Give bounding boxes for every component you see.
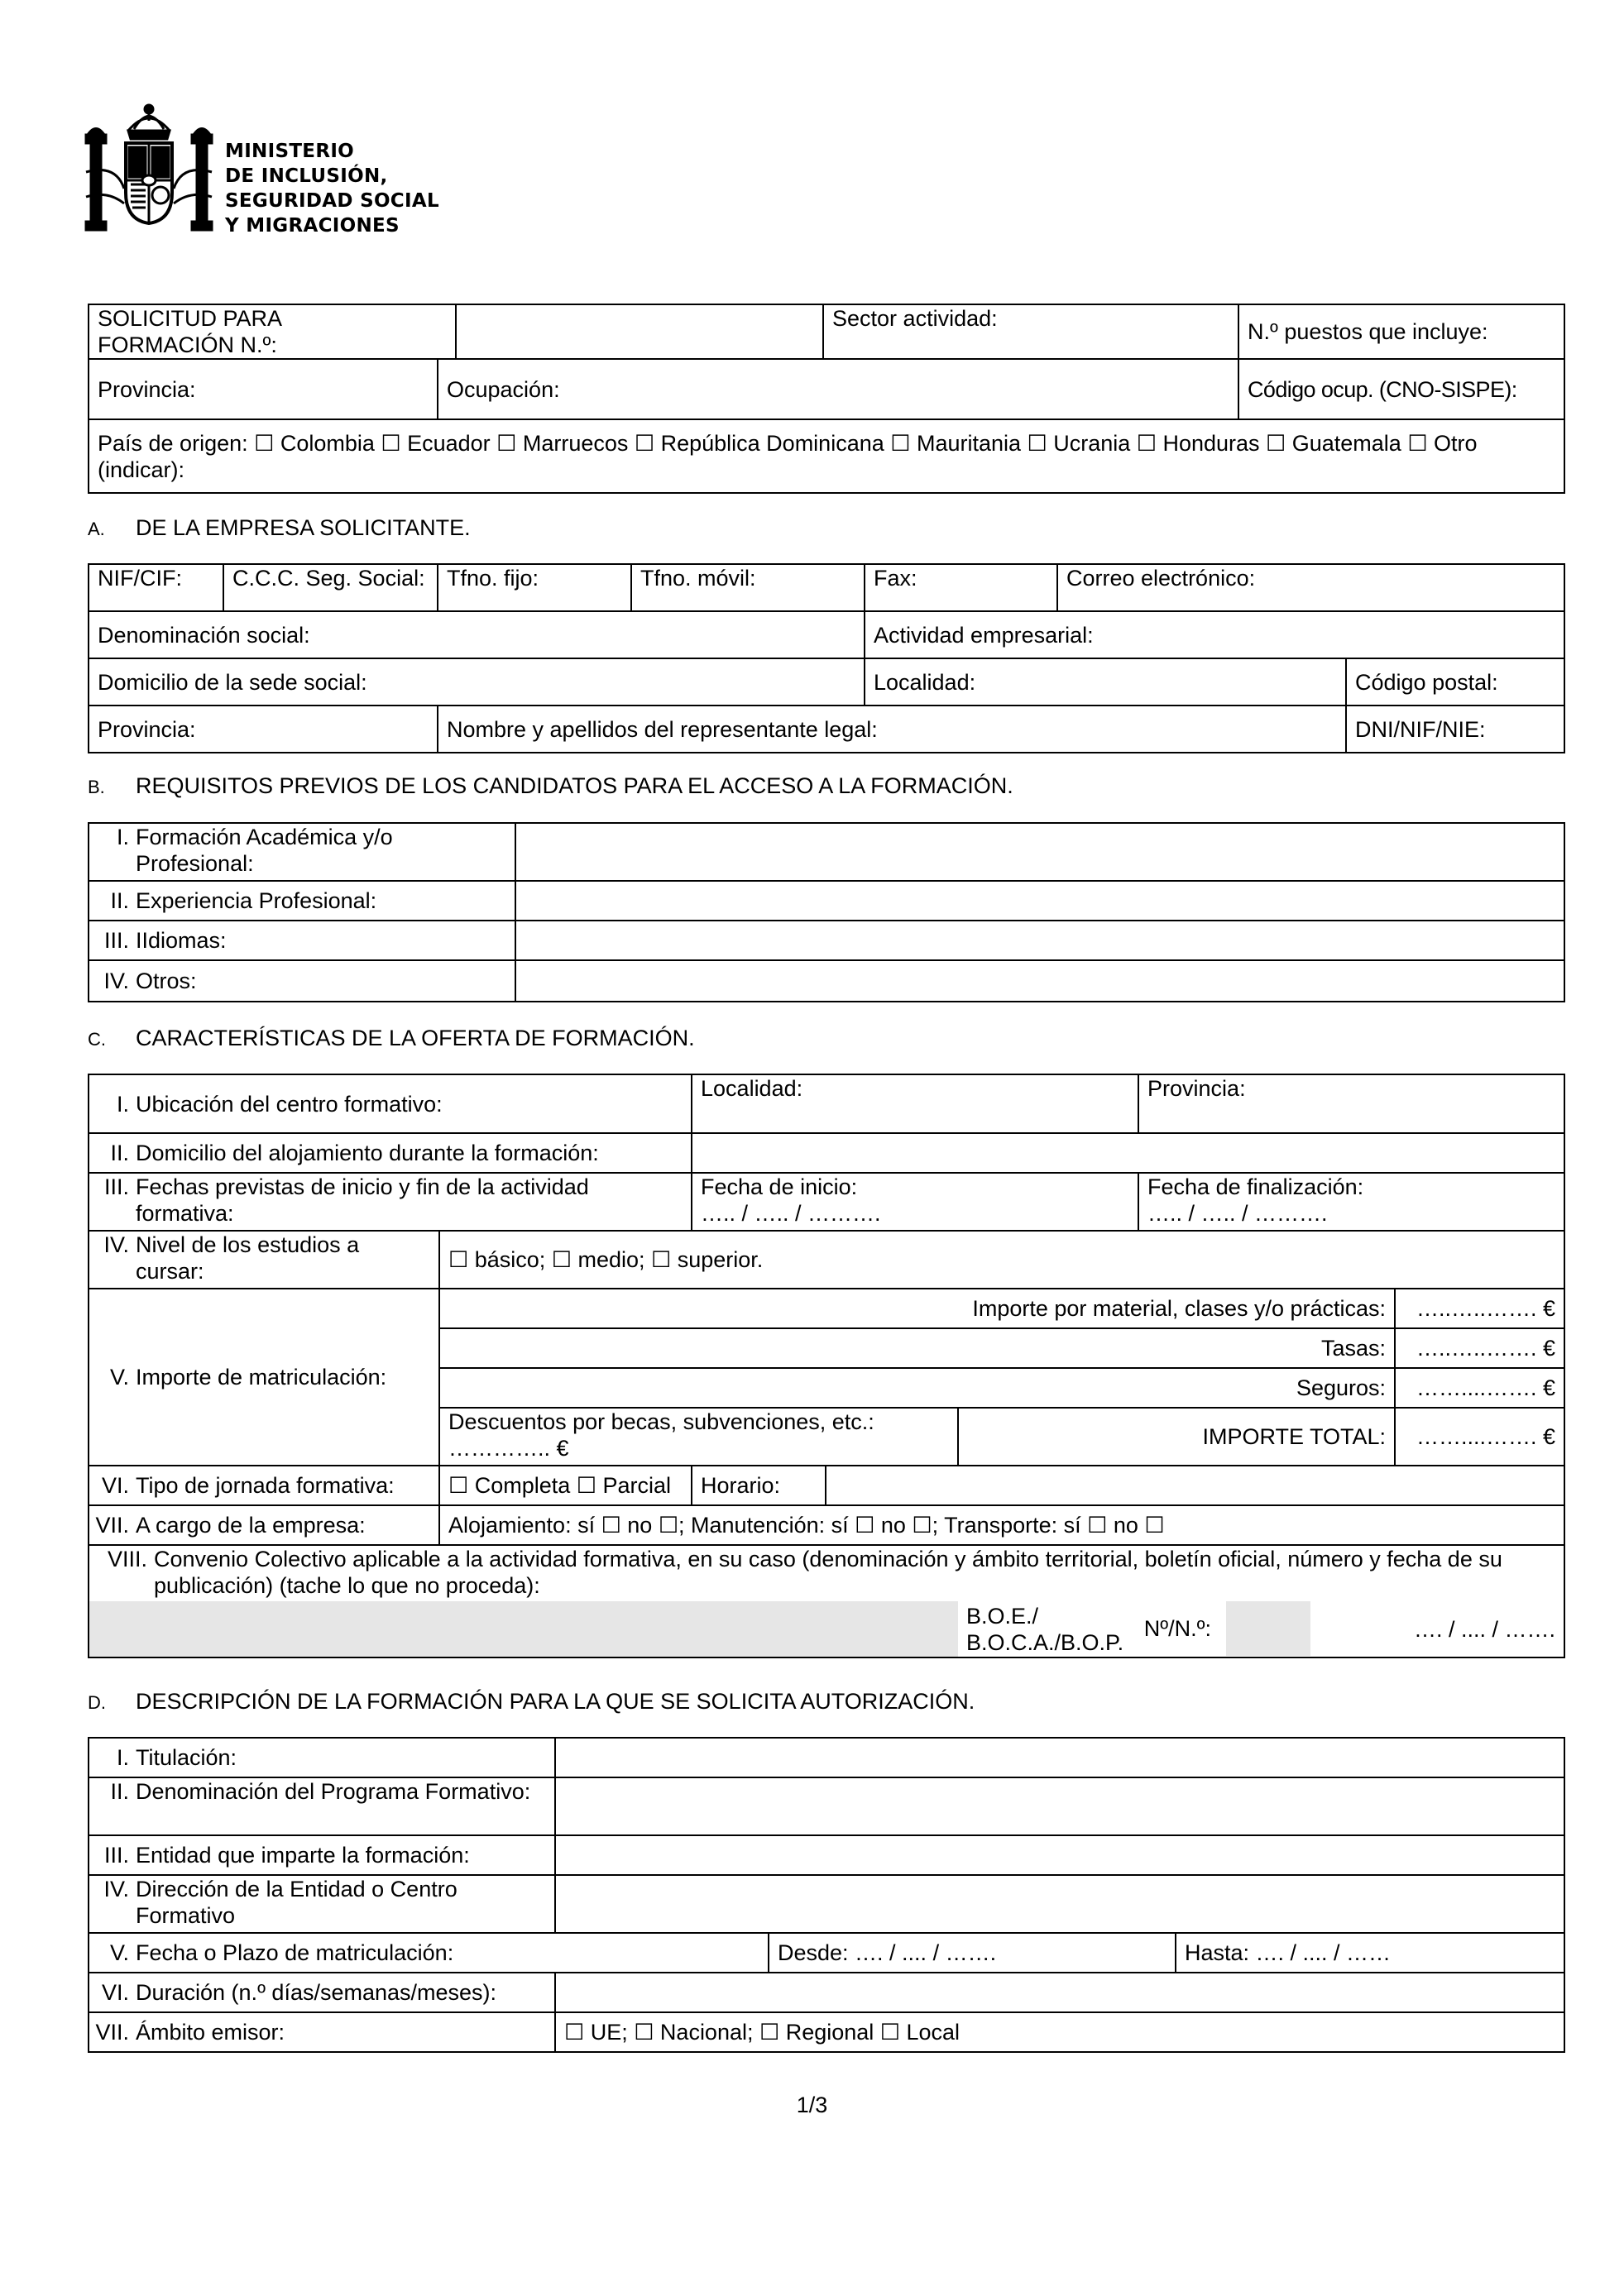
tasas-value[interactable]: …..…..……. € [1395, 1328, 1564, 1368]
codigo-ocup-field[interactable]: Código ocup. (CNO-SISPE): [1238, 359, 1564, 419]
section-letter: A. [88, 519, 105, 539]
pais-origen-field[interactable]: País de origen: ☐ Colombia ☐ Ecuador ☐ Marruecos ☐ República Dominicana ☐ Mauritania ☐ Ucrania ☐ Honduras ☐ Guatemala ☐ Otro (indicar): [89, 419, 1564, 493]
fecha-fin-field[interactable] [1138, 1173, 1564, 1231]
direccion-input[interactable] [555, 1875, 1564, 1933]
section-title: REQUISITOS PREVIOS DE LOS CANDIDATOS PARA EL ACCESO A LA FORMACIÓN. [136, 773, 1013, 798]
requisito-input[interactable] [515, 823, 1564, 881]
convenio-label [89, 1545, 1564, 1601]
item-label: Denominación del Programa Formativo: [136, 1779, 531, 1804]
item-number: VII. [95, 2020, 129, 2045]
numero-label: Nº/N.º: [1143, 1616, 1212, 1641]
item-label: Ámbito emisor: [136, 2020, 285, 2045]
importe-label [89, 1289, 439, 1466]
item-label: Duración (n.º días/semanas/meses): [136, 1980, 497, 2005]
section-title: DE LA EMPRESA SOLICITANTE. [136, 515, 471, 540]
section-d-table [88, 1737, 1565, 2053]
item-label: A cargo de la empresa: [136, 1513, 366, 1538]
ministry-line: MINISTERIO [225, 141, 355, 162]
tasas-label: Tasas: [439, 1328, 1395, 1368]
nivel-label [89, 1231, 439, 1289]
field-label: Fecha de inicio: [701, 1174, 858, 1199]
field-label: Fecha de finalización: [1147, 1174, 1364, 1199]
alojamiento-input[interactable] [692, 1133, 1564, 1173]
fax-field[interactable]: Fax: [865, 564, 1057, 611]
item-number: II. [110, 1779, 129, 1804]
horario-input[interactable] [826, 1466, 1564, 1504]
item-number: III. [103, 1843, 129, 1868]
item-label: Otros: [136, 969, 197, 993]
item-label: Fechas previstas de inicio y fin de la actividad formativa: [136, 1174, 589, 1226]
fechas-label [89, 1173, 692, 1231]
sector-field[interactable]: Sector actividad: [823, 304, 1238, 359]
page-number: 1/3 [796, 2093, 828, 2117]
desde-field[interactable]: Desde: …. / .... / ……. [769, 1933, 1176, 1973]
item-number: I. [116, 1745, 129, 1770]
cargo-options[interactable]: Alojamiento: sí ☐ no ☐; Manutención: sí ☐ no ☐; Transporte: sí ☐ no ☐ [439, 1505, 1564, 1545]
solicitud-number-field[interactable] [456, 304, 823, 359]
provincia-field[interactable]: Provincia: [1138, 1074, 1564, 1133]
ministry-name [225, 139, 439, 238]
programa-label [89, 1777, 555, 1835]
section-title: CARACTERÍSTICAS DE LA OFERTA DE FORMACIÓN. [136, 1026, 695, 1050]
field-value: ….. / ….. / ………. [1147, 1201, 1328, 1226]
denominacion-field[interactable]: Denominación social: [89, 611, 865, 658]
header [83, 98, 472, 238]
section-b-heading [88, 773, 1013, 801]
section-a-table [88, 563, 1565, 753]
field-value: ….. / ….. / ………. [701, 1201, 881, 1226]
coat-of-arms-seal [83, 98, 215, 234]
item-label: Titulación: [136, 1745, 237, 1770]
representante-field[interactable]: Nombre y apellidos del representante legal: [438, 706, 1346, 753]
requisito-input[interactable] [515, 921, 1564, 960]
requisito-label [89, 921, 515, 960]
item-number: III. [103, 1174, 129, 1199]
item-label: IIdiomas: [136, 928, 227, 953]
duracion-label [89, 1973, 555, 2012]
requisito-label [89, 960, 515, 1002]
puestos-field[interactable]: N.º puestos que incluye: [1238, 304, 1564, 359]
numero-cell [1138, 1601, 1310, 1657]
titulacion-label [89, 1738, 555, 1777]
item-label: Convenio Colectivo aplicable a la actividad formativa, en su caso (denominación y ámbito territorial, boletín oficial, número y fecha de su publicación) (tache lo que no proceda): [154, 1547, 1502, 1598]
ccc-field[interactable]: C.C.C. Seg. Social: [223, 564, 438, 611]
item-number: IV. [103, 1232, 129, 1257]
requisito-label [89, 881, 515, 921]
item-label: Nivel de los estudios a cursar: [136, 1232, 360, 1284]
item-number: IV. [103, 969, 129, 993]
item-number: V. [109, 1365, 129, 1390]
requisito-input[interactable] [515, 881, 1564, 921]
ocupacion-field[interactable]: Ocupación: [438, 359, 1238, 419]
item-label: Ubicación del centro formativo: [136, 1091, 443, 1117]
section-c-table [88, 1074, 1565, 1658]
actividad-field[interactable]: Actividad empresarial: [865, 611, 1564, 658]
item-number: I. [116, 1091, 129, 1117]
section-a-heading [88, 514, 471, 543]
email-field[interactable]: Correo electrónico: [1057, 564, 1564, 611]
horario-cell [692, 1466, 1564, 1505]
entidad-input[interactable] [555, 1835, 1564, 1875]
seguros-value[interactable]: ……....……. € [1395, 1368, 1564, 1408]
provincia-field[interactable]: Provincia: [89, 706, 438, 753]
item-number: I. [116, 825, 129, 849]
convenio-input[interactable] [89, 1601, 958, 1657]
requisito-label [89, 823, 515, 881]
requisito-input[interactable] [515, 960, 1564, 1002]
item-number: III. [103, 928, 129, 953]
jornada-options[interactable]: ☐ Completa ☐ Parcial [439, 1466, 692, 1505]
item-number: VI. [101, 1980, 129, 2005]
item-label: Importe de matriculación: [136, 1365, 387, 1390]
item-number: V. [109, 1940, 129, 1965]
top-table [88, 304, 1565, 494]
solicitud-field[interactable]: SOLICITUD PARA FORMACIÓN N.º: [89, 304, 456, 359]
duracion-input[interactable] [555, 1973, 1564, 2012]
boletin-label: B.O.E./ B.O.C.A./B.O.P. [958, 1601, 1138, 1657]
nivel-options[interactable]: ☐ básico; ☐ medio; ☐ superior. [439, 1231, 1564, 1289]
section-b-table [88, 822, 1565, 1002]
item-number: VI. [101, 1473, 129, 1498]
entidad-label [89, 1835, 555, 1875]
item-label: Tipo de jornada formativa: [136, 1473, 395, 1498]
programa-input[interactable] [555, 1777, 1564, 1835]
item-label: Fecha o Plazo de matriculación: [136, 1940, 454, 1965]
horario-label: Horario: [692, 1466, 826, 1504]
section-d-heading [88, 1688, 975, 1716]
alojamiento-label [89, 1133, 692, 1173]
ambito-label [89, 2012, 555, 2052]
material-label: Importe por material, clases y/o prácticas: [439, 1289, 1395, 1328]
descuentos-field[interactable]: Descuentos por becas, subvenciones, etc.: ………….. € [439, 1408, 958, 1466]
item-label: Domicilio del alojamiento durante la formación: [136, 1141, 599, 1165]
titulacion-input[interactable] [555, 1738, 1564, 1777]
codigo-postal-field[interactable]: Código postal: [1346, 658, 1564, 706]
tmovil-field[interactable]: Tfno. móvil: [631, 564, 865, 611]
item-label: Dirección de la Entidad o Centro Formativo [136, 1877, 457, 1928]
fecha-inicio-field[interactable] [692, 1173, 1138, 1231]
item-number: VII. [95, 1513, 129, 1538]
item-number: IV. [103, 1877, 129, 1901]
ministry-line: SEGURIDAD SOCIAL [225, 190, 439, 212]
dni-field[interactable]: DNI/NIF/NIE: [1346, 706, 1564, 753]
section-c-heading [88, 1025, 695, 1053]
numero-input[interactable] [1226, 1601, 1310, 1656]
domicilio-field[interactable]: Domicilio de la sede social: [89, 658, 865, 706]
section-letter: D. [88, 1692, 106, 1713]
importe-total-value[interactable]: ……....……. € [1395, 1408, 1564, 1466]
item-label: Entidad que imparte la formación: [136, 1843, 470, 1868]
item-label: Experiencia Profesional: [136, 888, 377, 913]
provincia-field[interactable]: Provincia: [89, 359, 438, 419]
importe-total-label: IMPORTE TOTAL: [958, 1408, 1395, 1466]
plazo-label [89, 1933, 769, 1973]
seguros-label: Seguros: [439, 1368, 1395, 1408]
item-label: Formación Académica y/o Profesional: [136, 825, 393, 876]
direccion-label [89, 1875, 555, 1933]
localidad-field[interactable]: Localidad: [865, 658, 1346, 706]
section-letter: B. [88, 777, 105, 797]
item-number: II. [110, 1141, 129, 1165]
section-letter: C. [88, 1029, 106, 1050]
fecha-publicacion[interactable]: …. / .... / ……. [1310, 1601, 1564, 1657]
ubicacion-label [89, 1074, 692, 1133]
material-value[interactable]: …..…..……. € [1395, 1289, 1564, 1328]
ministry-line: Y MIGRACIONES [225, 215, 400, 237]
hasta-field[interactable]: Hasta: …. / .... / …… [1176, 1933, 1564, 1973]
section-title: DESCRIPCIÓN DE LA FORMACIÓN PARA LA QUE SE SOLICITA AUTORIZACIÓN. [136, 1689, 975, 1714]
localidad-field[interactable]: Localidad: [692, 1074, 1138, 1133]
nif-field[interactable]: NIF/CIF: [89, 564, 223, 611]
item-number: II. [110, 888, 129, 913]
jornada-label [89, 1466, 439, 1505]
cargo-label [89, 1505, 439, 1545]
ministry-line: DE INCLUSIÓN, [225, 165, 388, 187]
ambito-options[interactable]: ☐ UE; ☐ Nacional; ☐ Regional ☐ Local [555, 2012, 1564, 2052]
item-number: VIII. [107, 1547, 147, 1571]
tfijo-field[interactable]: Tfno. fijo: [438, 564, 631, 611]
